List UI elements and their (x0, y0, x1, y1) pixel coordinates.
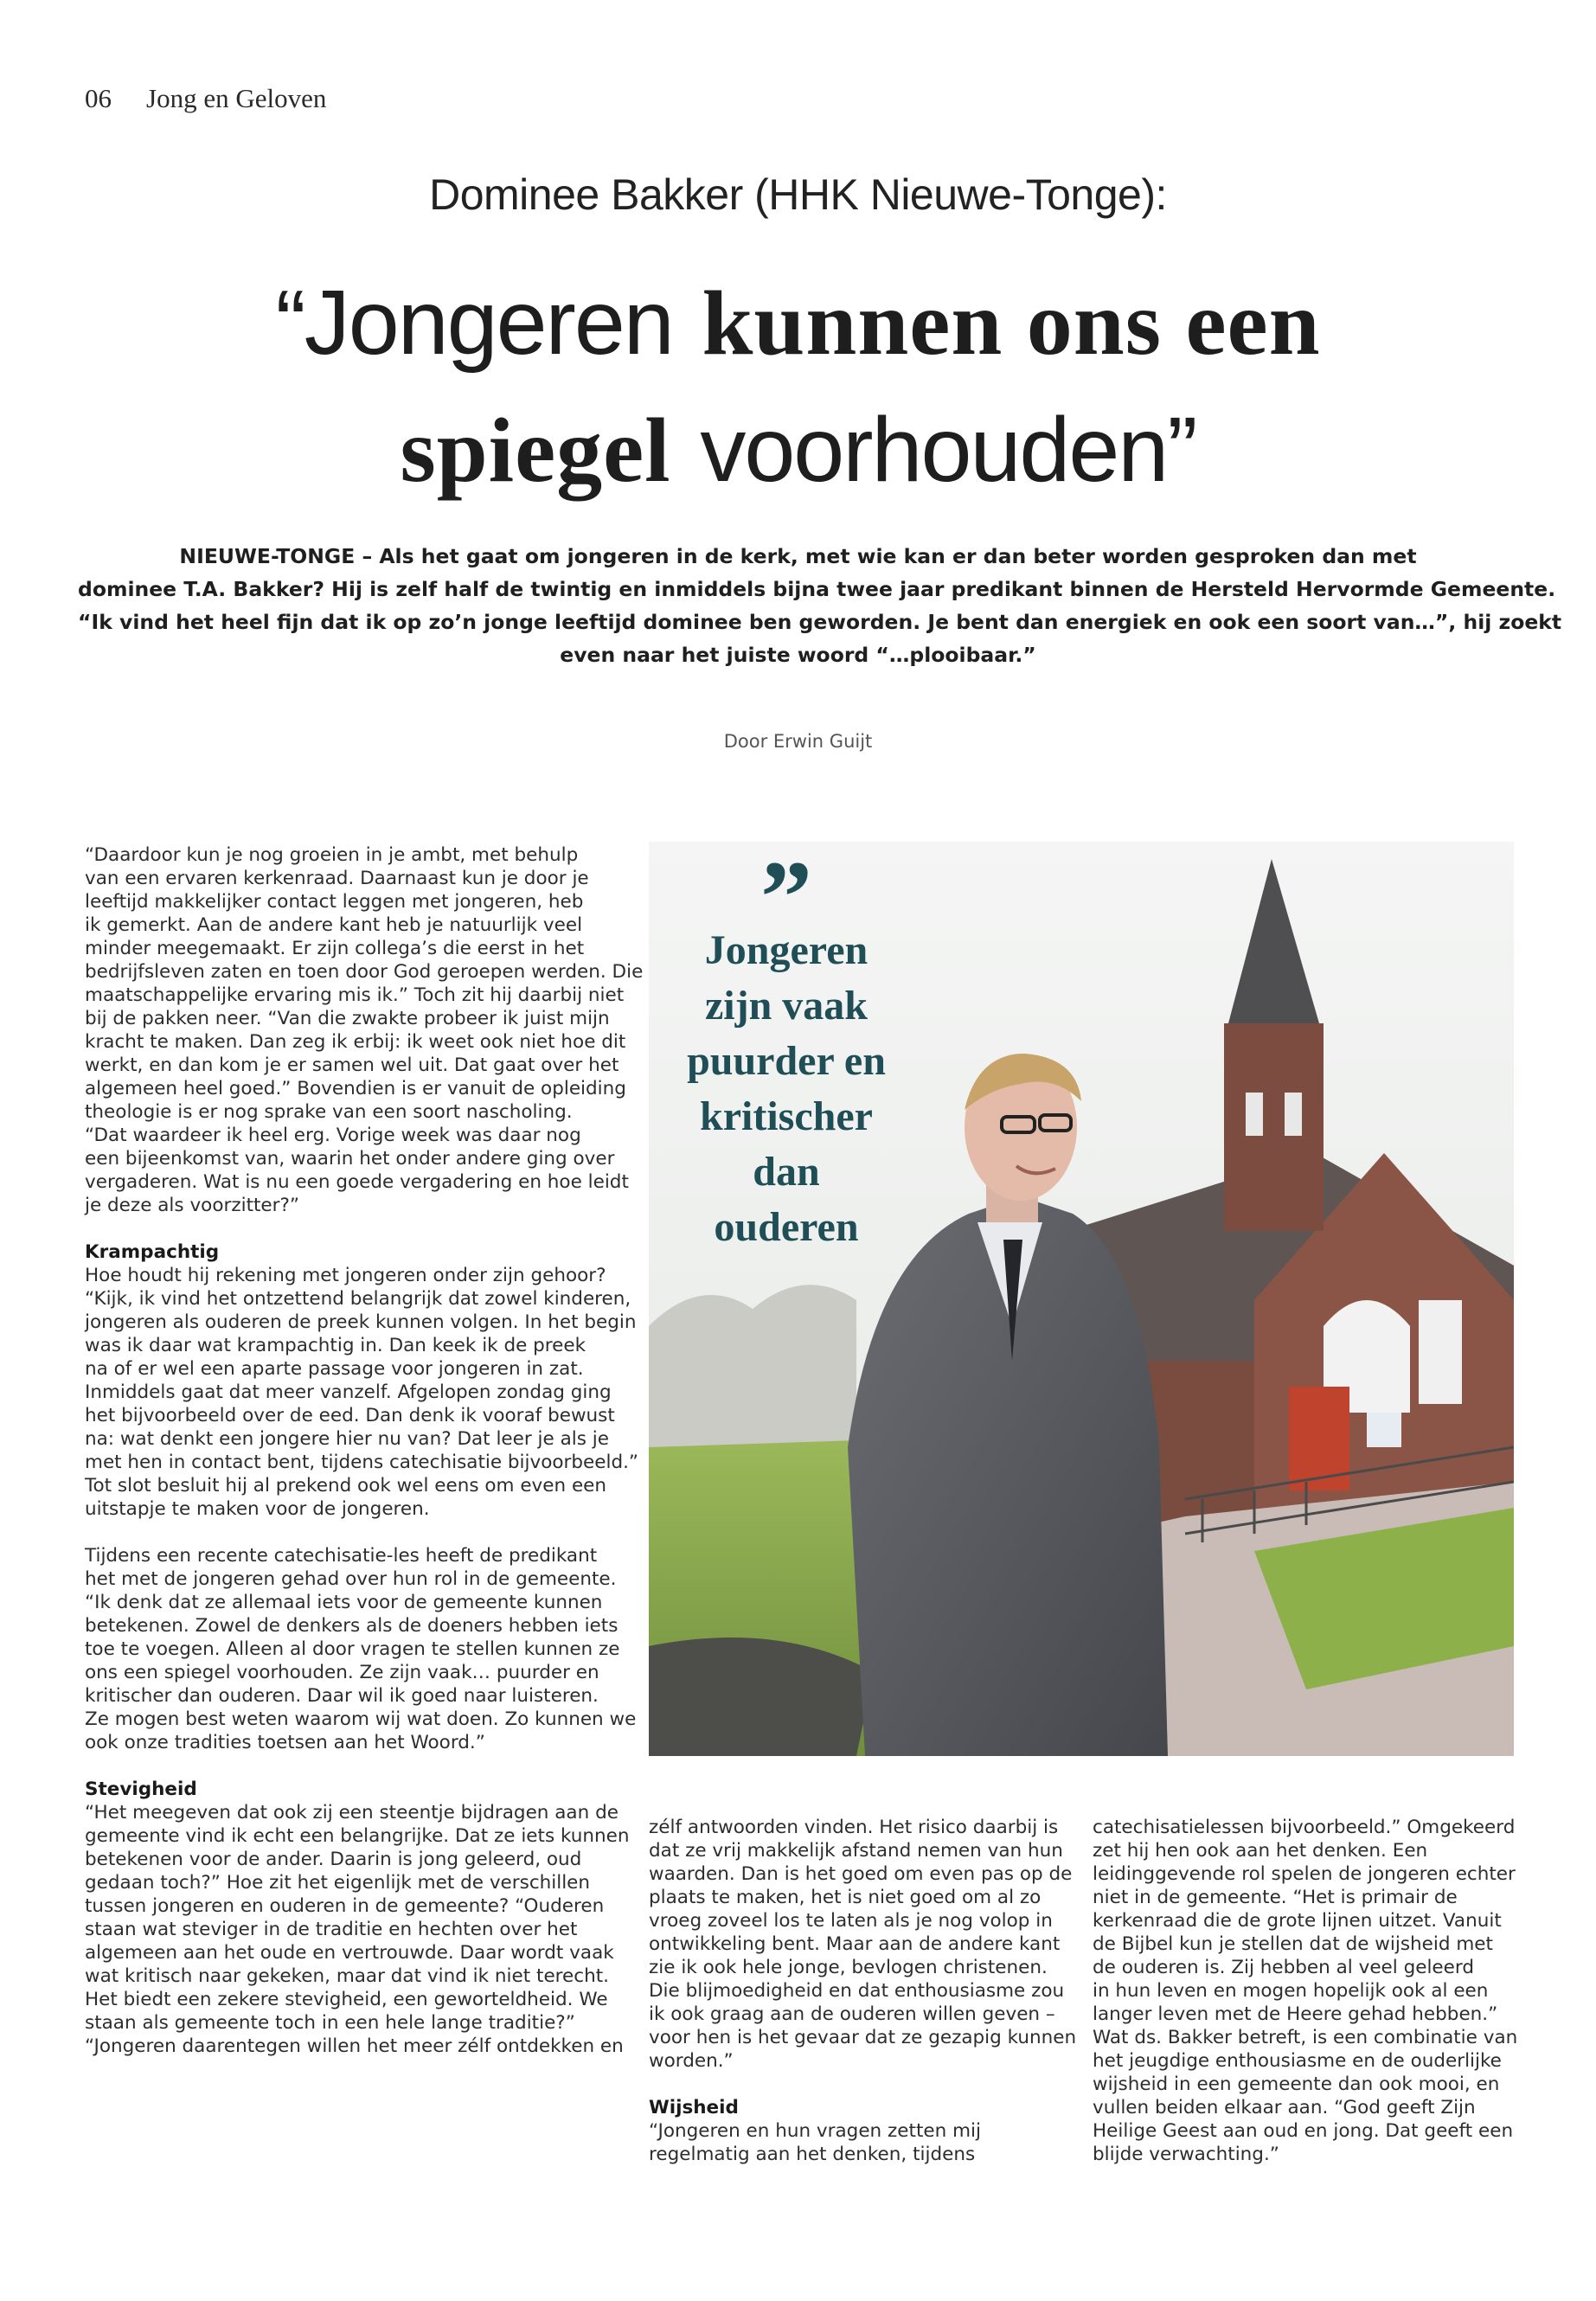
text-line: ons een spiegel voorhouden. Ze zijn vaak… puurder en (85, 1662, 599, 1683)
text-line: het jeugdige enthousiasme en de ouderlijke (1093, 2050, 1502, 2072)
article-kicker: Dominee Bakker (HHK Nieuwe-Tonge): (429, 170, 1167, 219)
paragraph (85, 1544, 638, 1754)
text-line: leeftijd makkelijker contact leggen met jongeren, heb (85, 891, 584, 913)
text-line: toe te voegen. Alleen al door vragen te stellen kunnen ze (85, 1638, 620, 1660)
text-line: leidinggevende rol spelen de jongeren echter (1093, 1863, 1516, 1885)
text-line: Hoe houdt hij rekening met jongeren onder zijn gehoor? (85, 1265, 606, 1286)
intro-line: dominee T.A. Bakker? Hij is zelf half de twintig en inmiddels bijna twee jaar predikant binnen de Hersteld Hervormde Gemeente. (78, 577, 1556, 601)
text-line: in hun leven en mogen hopelijk ook al een (1093, 1980, 1489, 2002)
text-line: het met de jongeren gehad over hun rol in de gemeente. (85, 1568, 617, 1590)
quote-mark-icon: ” (760, 862, 812, 923)
text-line: na: wat denkt een jongere hier nu van? Dat leer je als je (85, 1428, 609, 1450)
body-column-right (1093, 1816, 1516, 2166)
text-line: regelmatig aan het denken, tijdens (649, 2144, 976, 2165)
text-line: waarden. Dan is het goed om even pas op de (649, 1863, 1073, 1885)
text-line: was ik daar wat krampachtig in. Dan keek ik de preek (85, 1335, 586, 1356)
paragraph (1093, 1816, 1516, 2166)
text-line: gemeente vind ik echt een belangrijke. Dat ze iets kunnen (85, 1825, 630, 1847)
text-line: maatschappelijke ervaring mis ik.” Toch zit hij daarbij niet (85, 984, 625, 1006)
subheading-stevigheid: Stevigheid (85, 1779, 197, 1800)
text-line: ik gemerkt. Aan de andere kant heb je natuurlijk veel (85, 914, 583, 936)
text-line: algemeen aan het oude en vertrouwde. Daar wordt vaak (85, 1942, 614, 1964)
pull-quote-line: puurder en (687, 1038, 886, 1084)
text-line: plaats te maken, het is niet goed om al zo (649, 1887, 1042, 1908)
text-line: catechisatielessen bijvoorbeeld.” Omgekeerd (1093, 1817, 1516, 1838)
text-line: zie ik ook hele jonge, bevlogen christenen. (649, 1957, 1048, 1978)
text-line: werkt, en dan kom je er samen wel uit. Dat gaat over het (85, 1054, 619, 1076)
text-line: bij de pakken neer. “Van die zwakte probeer ik juist mijn (85, 1008, 610, 1029)
text-line: Ze mogen best weten waarom wij wat doen. Zo kunnen we (85, 1708, 637, 1730)
text-line: theologie is er nog sprake van een soort nascholing. (85, 1101, 573, 1123)
pull-quote-text (652, 923, 920, 1255)
paragraph (85, 1801, 638, 2058)
text-line: gedaan toch?” Hoe zit het eigenlijk met de verschillen (85, 1872, 591, 1894)
text-line: worden.” (649, 2050, 734, 2072)
text-line: Heilige Geest aan oud en jong. Dat geeft een (1093, 2120, 1514, 2142)
text-line: ook onze tradities toetsen aan het Woord.” (85, 1732, 485, 1753)
text-line: “Daardoor kun je nog groeien in je ambt, met behulp (85, 844, 579, 866)
text-line: een bijeenkomst van, waarin het onder andere ging over (85, 1148, 615, 1170)
text-line: langer leven met de Heere gehad hebben.” (1093, 2003, 1498, 2025)
headline-line-1 (130, 260, 1466, 387)
text-line: ontwikkeling bent. Maar aan de andere kant (649, 1933, 1061, 1955)
text-line: “Het meegeven dat ook zij een steentje bijdragen aan de (85, 1802, 619, 1823)
text-line: de Bijbel kun je stellen dat de wijsheid met (1093, 1933, 1493, 1955)
intro-line: even naar het juiste woord “…plooibaar.” (560, 643, 1036, 667)
pull-quote-line: ouderen (714, 1204, 859, 1250)
text-line: vullen beiden elkaar aan. “God geeft Zijn (1093, 2097, 1476, 2118)
body-column-left (85, 843, 644, 2058)
text-line: met hen in contact bent, tijdens catechisatie bijvoorbeeld.” (85, 1452, 639, 1473)
text-line: algemeen heel goed.” Bovendien is er vanuit de opleiding (85, 1078, 626, 1099)
text-line: Tot slot besluit hij al prekend ook wel eens om even een (85, 1475, 607, 1497)
text-line: wijsheid in een gemeente dan ook mooi, en (1093, 2073, 1500, 2095)
paragraph (85, 843, 644, 1217)
text-line: Het biedt een zekere stevigheid, een geworteldheid. We (85, 1989, 608, 2010)
text-line: betekenen voor de ander. Daarin is jong geleerd, oud (85, 1849, 582, 1870)
text-line: Tijdens een recente catechisatie-les heeft de predikant (85, 1545, 598, 1567)
text-line: niet in de gemeente. “Het is primair de (1093, 1887, 1458, 1908)
text-line: na of er wel een aparte passage voor jongeren in zat. (85, 1358, 584, 1380)
text-line: blijde verwachting.” (1093, 2144, 1279, 2165)
text-line: kritischer dan ouderen. Daar wil ik goed naar luisteren. (85, 1685, 599, 1707)
text-line: vroeg zoveel los te laten als je nog volop in (649, 1910, 1053, 1932)
text-line: Wat ds. Bakker betreft, is een combinatie van (1093, 2027, 1518, 2048)
text-line: “Ik denk dat ze allemaal iets voor de gemeente kunnen (85, 1592, 603, 1613)
pull-quote (652, 862, 920, 1255)
text-line: van een ervaren kerkenraad. Daarnaast kun je door je (85, 868, 589, 889)
headline-bold-2: spiegel (400, 400, 671, 501)
text-line: bedrijfsleven zaten en toen door God geroepen werden. Die (85, 961, 644, 983)
headline-bold-1: kunnen ons een (702, 272, 1321, 374)
text-line: “Kijk, ik vind het ontzettend belangrijk dat zowel kinderen, (85, 1288, 631, 1310)
paragraph (649, 2119, 1073, 2166)
text-line: voor hen is het gevaar dat ze gezapig kunnen (649, 2027, 1077, 2048)
text-line: kerkenraad die de grote lijnen uitzet. Vanuit (1093, 1910, 1502, 1932)
text-line: ik ook graag aan de ouderen willen geven – (649, 2003, 1055, 2025)
text-line: tussen jongeren en ouderen in de gemeente? “Ouderen (85, 1895, 605, 1917)
paragraph (85, 1264, 638, 1521)
pull-quote-line: Jongeren (704, 927, 869, 973)
text-line: “Jongeren daarentegen willen het meer zélf ontdekken en (85, 2035, 624, 2057)
text-line: Inmiddels gaat dat meer vanzelf. Afgelopen zondag ging (85, 1381, 612, 1403)
section-title: Jong en Geloven (146, 83, 327, 113)
text-line: de ouderen is. Zij hebben al veel geleerd (1093, 1957, 1474, 1978)
text-line: Die blijmoedigheid en dat enthousiasme zou (649, 1980, 1065, 2002)
pull-quote-line: dan (753, 1149, 820, 1195)
subheading-krampachtig: Krampachtig (85, 1241, 220, 1263)
byline: Door Erwin Guijt (723, 731, 873, 752)
headline-regular-1: “Jongeren (275, 272, 673, 374)
text-line: het bijvoorbeeld over de eed. Dan denk ik vooraf bewust (85, 1405, 615, 1426)
subheading-wijsheid: Wijsheid (649, 2097, 739, 2118)
intro-line: “Ik vind het heel fijn dat ik op zo’n jonge leeftijd dominee ben geworden. Je bent dan energiek en ook een soort van…”, hij zoekt (78, 610, 1562, 634)
pull-quote-line: zijn vaak (704, 983, 868, 1029)
pull-quote-line: kritischer (700, 1093, 873, 1139)
text-line: minder meegemaakt. Er zijn collega’s die eerst in het (85, 938, 585, 959)
text-line: “Dat waardeer ik heel erg. Vorige week was daar nog (85, 1125, 581, 1146)
headline-line-2 (130, 387, 1466, 514)
paragraph (649, 1816, 1077, 2073)
text-line: “Jongeren en hun vragen zetten mij (649, 2120, 981, 2142)
text-line: dat ze vrij makkelijk afstand nemen van hun (649, 1840, 1063, 1862)
text-line: staan wat steviger in de traditie en hechten over het (85, 1919, 578, 1940)
intro-line: NIEUWE-TONGE – Als het gaat om jongeren in de kerk, met wie kan er dan beter worden gesproken dan met (179, 544, 1417, 568)
text-line: zet hij hen ook aan het denken. Een (1093, 1840, 1428, 1862)
article-intro (78, 540, 1562, 671)
text-line: kracht te maken. Dan zeg ik erbij: ik weet ook niet hoe dit (85, 1031, 626, 1053)
headline-regular-2: voorhouden” (700, 399, 1196, 501)
page-number: 06 (85, 83, 112, 113)
running-header (85, 83, 326, 118)
text-line: jongeren als ouderen de preek kunnen volgen. In het begin (85, 1311, 637, 1333)
text-line: zélf antwoorden vinden. Het risico daarbij is (649, 1817, 1059, 1838)
text-line: vergaderen. Wat is nu een goede vergadering en hoe leidt (85, 1171, 629, 1193)
text-line: je deze als voorzitter?” (85, 1195, 300, 1216)
article-headline (130, 260, 1466, 514)
body-column-middle (649, 1816, 1077, 2166)
text-line: wat kritisch naar gekeken, maar dat vind ik niet terecht. (85, 1965, 609, 1987)
text-line: uitstapje te maken voor de jongeren. (85, 1498, 430, 1520)
text-line: betekenen. Zowel de denkers als de doeners hebben iets (85, 1615, 619, 1637)
text-line: staan als gemeente toch in een hele lange traditie?” (85, 2012, 575, 2034)
